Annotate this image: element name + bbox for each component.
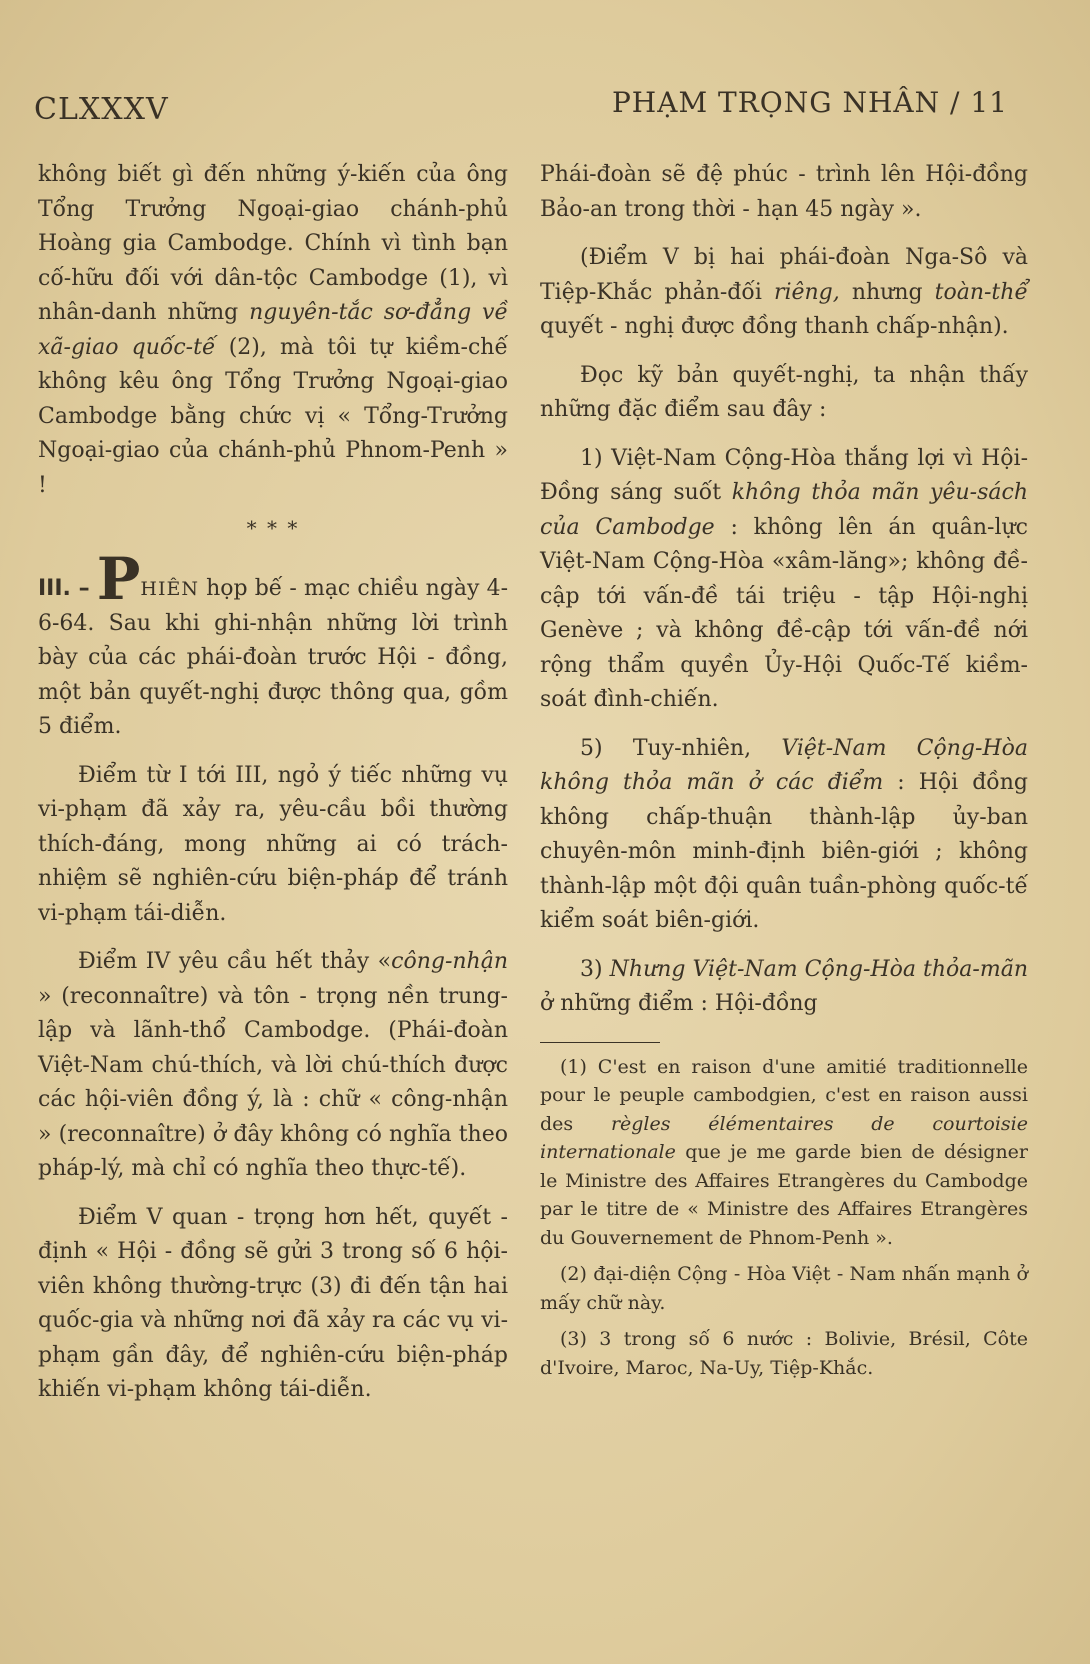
text-span: que je me garde bien de désigner le Ministre des Affaires Etrangères du Cambodge par le titre de « Ministre des Affaires Etrangères du Gouvernement de Phnom-Penh ». — [540, 1141, 1029, 1249]
text-span: : không lên án quân-lực Việt-Nam Cộng-Hòa «xâm-lăng»; không đề-cập tới vấn-đề tái triệu - tập Hội-nghị Genève ; và không đề-cập tới vấn-đề nới rộng thẩm quyền Ủy-Hội Quốc-Tế kiềm-soát đình-chiến. — [540, 514, 1028, 712]
section-number: III. – — [38, 576, 90, 601]
text-span: Điểm IV yêu cầu hết thảy « — [78, 949, 392, 974]
italic-text: toàn-thể — [934, 279, 1028, 305]
text-span: : Hội đồng không chấp-thuận thành-lập ủy-ban chuyên-môn minh-định biên-giới ; không thành-lập một đội quân tuần-phòng quốc-tế kiểm soát biên-giới. — [540, 770, 1029, 933]
paragraph: Điểm từ I tới III, ngỏ ý tiếc những vụ vi-phạm đã xảy ra, yêu-cầu bồi thường thích-đáng, mong những ai có trách-nhiệm sẽ nghiên-cứu biện-pháp để tránh vi-phạm tái-diễn. — [38, 762, 508, 926]
italic-text: Việt-Nam Cộng-Hòa không thỏa mãn ở các điểm — [540, 735, 1028, 795]
paragraph — [540, 732, 1028, 939]
text-span: nhưng — [851, 279, 923, 305]
text-span: quyết - nghị được đồng thanh chấp-nhận). — [540, 314, 1009, 339]
footnote-1 — [540, 1053, 1028, 1253]
text-span: 5) Tuy-nhiên, — [580, 735, 752, 761]
chapter-number: CLXXXV — [34, 92, 169, 127]
paragraph — [540, 241, 1028, 345]
text-span: 3) — [580, 956, 603, 982]
section-separator: * * * — [246, 516, 300, 540]
running-header: PHẠM TRỌNG NHÂN / 11 — [611, 86, 1008, 119]
paragraph: Điểm V quan - trọng hơn hết, quyết - định « Hội - đồng sẽ gửi 3 trong số 6 hội-viên không thường-trực (3) đi đến tận hai quốc-gia và những nơi đã xảy ra các vụ vi-phạm gần đây, để nghiên-cứu biện-pháp khiến vi-phạm không tái-diễn. — [38, 1204, 508, 1402]
left-column — [38, 158, 508, 1422]
text-span: họp bế - mạc chiều ngày 4-6-64. Sau khi ghi-nhận những lời trình bày của các phái-đoàn trước Hội - đồng, một bản quyết-nghị được thông qua, gồm 5 điểm. — [38, 576, 509, 739]
italic-text: règles élémentaires de courtoisie internationale — [540, 1112, 1028, 1163]
paragraph — [38, 945, 508, 1187]
footnote-3: (3) 3 trong số 6 nước : Bolivie, Brésil, Côte d'Ivoire, Maroc, Na-Uy, Tiệp-Khắc. — [540, 1328, 1028, 1379]
italic-text: không thỏa mãn yêu-sách của Cambodge — [540, 480, 1028, 540]
text-span: không biết gì đến những ý-kiến của ông Tổng Trưởng Ngoại-giao chánh-phủ Hoàng gia Cambodge. Chính vì tình bạn cố-hữu đối với dân-tộc Cambodge (1), vì nhân-danh những — [38, 162, 508, 325]
section-paragraph — [38, 545, 509, 745]
text-span: (2), mà tôi tự kiềm-chế không kêu ông Tổng Trưởng Ngoại-giao Cambodge bằng chức vị « Tổng-Trưởng Ngoại-giao của chánh-phủ Phnom-Penh » ! — [38, 334, 508, 498]
italic-text: công-nhận — [391, 949, 508, 974]
paragraph — [38, 158, 508, 503]
paragraph: Đọc kỹ bản quyết-nghị, ta nhận thấy những đặc điểm sau đây : — [540, 362, 1028, 422]
text-span: (1) C'est en raison d'une amitié traditionnelle pour le peuple cambodgien, c'est en raison aussi des — [540, 1055, 1028, 1135]
italic-text: Nhưng Việt-Nam Cộng-Hòa thỏa-mãn — [609, 956, 1028, 982]
italic-text: nguyên-tắc sơ-đẳng về xã-giao quốc-tế — [38, 300, 508, 360]
text-span: » (reconnaître) và tôn - trọng nền trung-lập và lãnh-thổ Cambodge. (Phái-đoàn Việt-Nam chú-thích, và lời chú-thích được các hội-viên đồng ý, là : chữ « công-nhận » (reconnaître) ở đây không có nghĩa theo pháp-lý, mà chỉ có nghĩa theo thực-tế). — [38, 983, 508, 1181]
paragraph — [540, 953, 1028, 1022]
text-span: (Điểm V bị hai phái-đoàn Nga-Sô và Tiệp-Khắc phản-đối — [540, 245, 1028, 305]
paragraph — [540, 442, 1028, 718]
text-span: ở những điểm : Hội-đồng — [540, 991, 818, 1016]
small-caps-word: HIÊN — [140, 578, 199, 600]
right-column — [540, 158, 1028, 1390]
italic-text: riêng, — [773, 279, 840, 305]
footnote-2: (2) đại-diện Cộng - Hòa Việt - Nam nhấn mạnh ở mấy chữ này. — [540, 1263, 1028, 1314]
footnote-rule — [540, 1042, 660, 1043]
paragraph: Phái-đoàn sẽ đệ phúc - trình lên Hội-đồng Bảo-an trong thời - hạn 45 ngày ». — [540, 162, 1028, 222]
text-span: 1) Việt-Nam Cộng-Hòa thắng lợi vì Hội-Đồng sáng suốt — [540, 445, 1028, 505]
drop-cap: P — [96, 545, 141, 613]
